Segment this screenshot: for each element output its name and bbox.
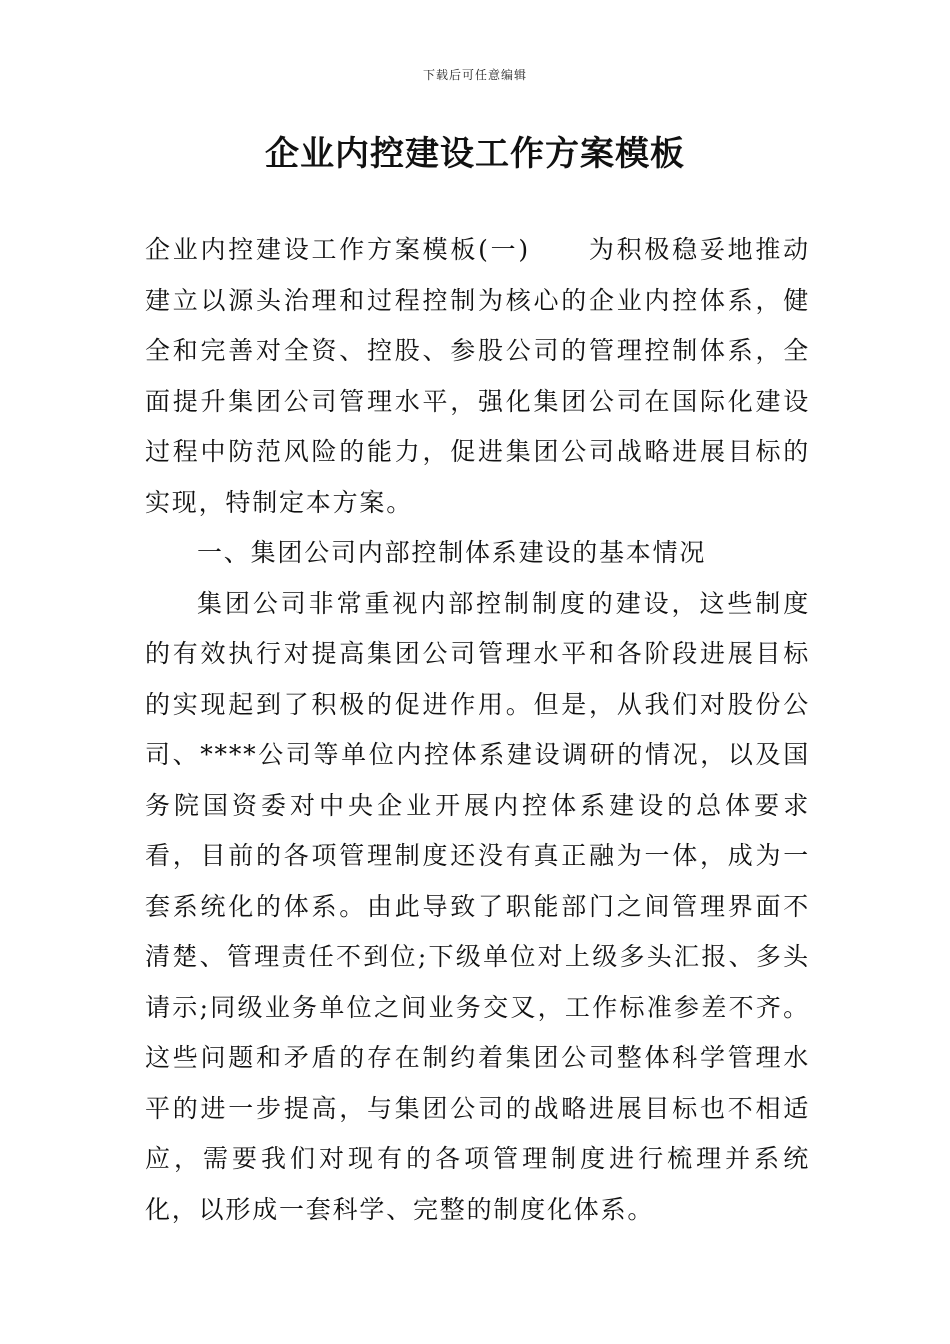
header-note: 下载后可任意编辑 [422,68,527,82]
intro-text: 为积极稳妥地推动建立以源头治理和过程控制为核心的企业内控体系，健全和完善对全资、控股、参股公司的管理控制体系，全面提升集团公司管理水平，强化集团公司在国际化建设过程中防范风险的能力，促进集团公司战略进展目标的实现，特制定本方案。 [145,235,810,517]
document-title: 企业内控建设工作方案模板 [265,134,685,174]
section-1-heading: 一、集团公司内部控制体系建设的基本情况 [197,538,707,567]
intro-lead: 企业内控建设工作方案模板(一) [145,235,530,264]
section-1-paragraph: 集团公司非常重视内部控制制度的建设，这些制度的有效执行对提高集团公司管理水平和各阶段进展目标的实现起到了积极的促进作用。但是，从我们对股份公司、****公司等单位内控体系建设调研的情况，以及国务院国资委对中央企业开展内控体系建设的总体要求看，目前的各项管理制度还没有真正融为一体，成为一套系统化的体系。由此导致了职能部门之间管理界面不清楚、管理责任不到位;下级单位对上级多头汇报、多头请示;同级业务单位之间业务交叉，工作标准参差不齐。这些问题和矛盾的存在制约着集团公司整体科学管理水平的进一步提高，与集团公司的战略进展目标也不相适应，需要我们对现有的各项管理制度进行梳理并系统化，以形成一套科学、完整的制度化体系。 [145,588,810,1224]
document-body [145,225,810,1235]
intro-paragraph [145,225,810,528]
